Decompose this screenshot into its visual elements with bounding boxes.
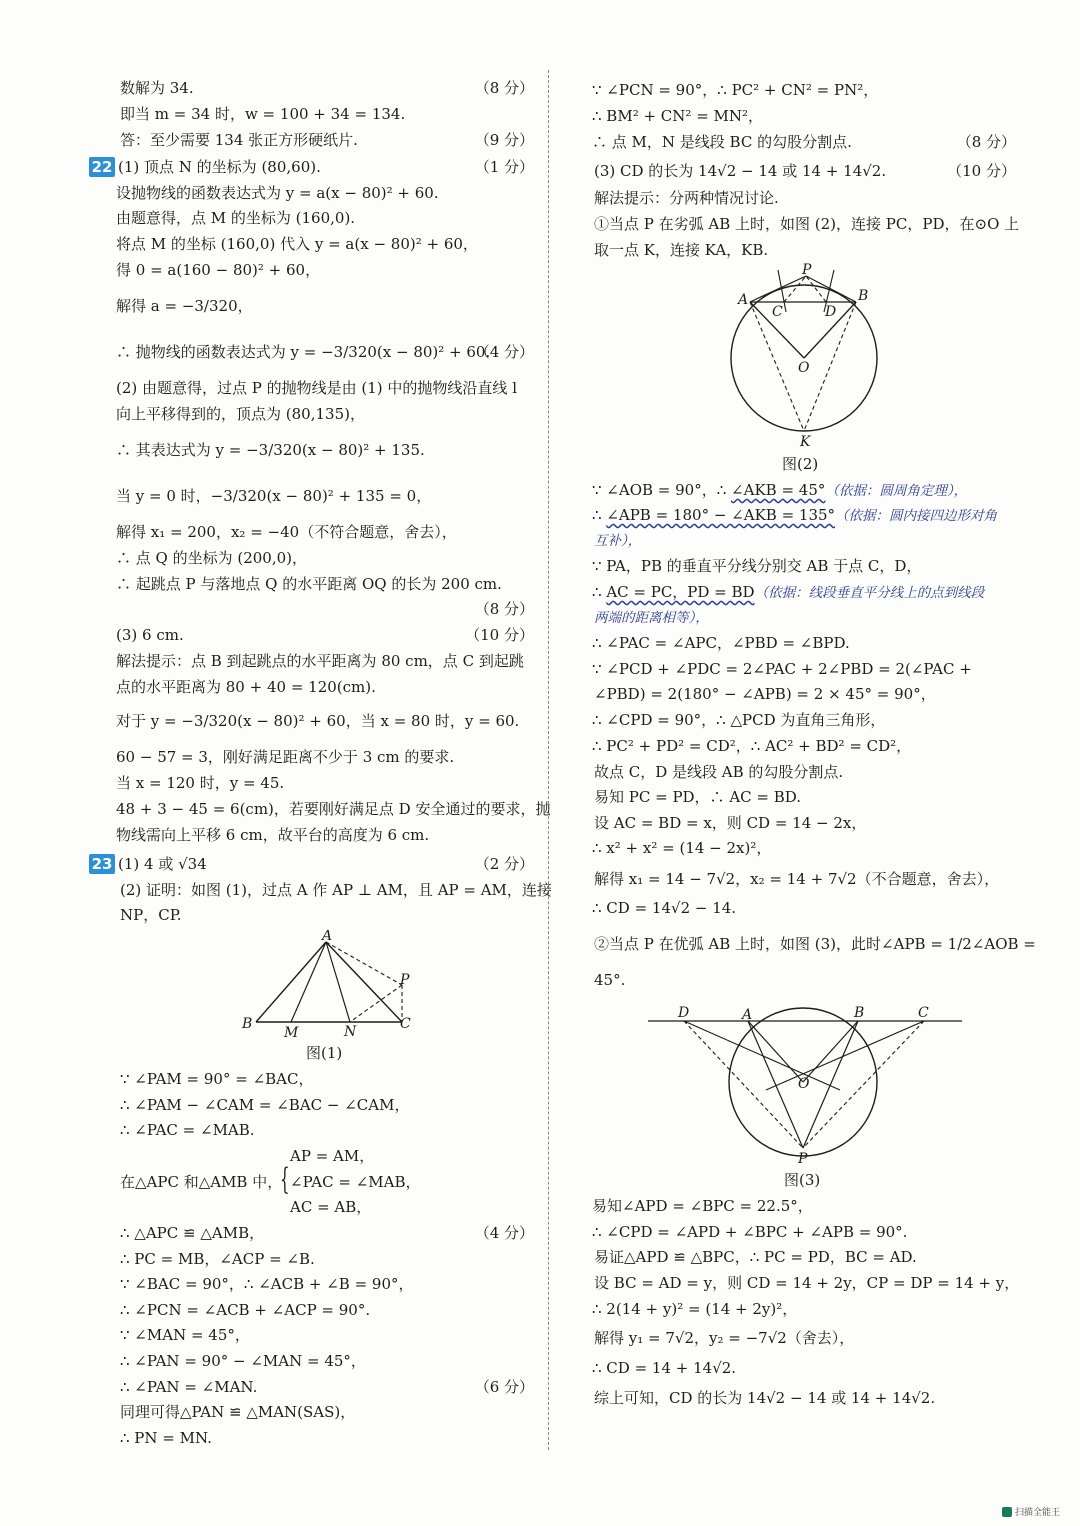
brace-symbol: { (280, 1162, 290, 1197)
text-line: ∴ ∠PAC = ∠MAB. (120, 1121, 255, 1139)
label-b: B (858, 288, 869, 304)
text-line: 设 AC = BD = x，则 CD = 14 − 2x， (594, 814, 867, 832)
annotation-note: 两端的距离相等）， (594, 610, 709, 626)
text-line: ∴ ∠PAC = ∠APC，∠PBD = ∠BPD. (592, 634, 850, 652)
label-p: P (400, 972, 410, 988)
question-number-badge: 22 (89, 157, 115, 177)
score-label: （1 分） (474, 158, 534, 176)
figure-3-caption: 图(3) (784, 1171, 821, 1189)
watermark-text: 扫描全能王 (1014, 1508, 1060, 1518)
scanner-app-icon (1002, 1507, 1012, 1517)
text-line: AP = AM， (290, 1147, 375, 1165)
text-line: 综上可知，CD 的长为 14√2 − 14 或 14 + 14√2. (594, 1389, 936, 1407)
score-label: （8 分） (474, 79, 534, 97)
text-line: ∴ ∠CPD = ∠APD + ∠BPC + ∠APB = 90°. (592, 1223, 908, 1241)
text-line: 设抛物线的函数表达式为 y = a(x − 80)² + 60. (116, 184, 439, 202)
label-a: A (738, 292, 749, 308)
text-line: ∠PBD) = 2(180° − ∠APB) = 2 × 45° = 90°， (594, 685, 936, 703)
text-line: ∴ 其表达式为 y = −3/320(x − 80)² + 135. (116, 441, 425, 459)
wavy-underlined-text: ∠AKB = 45° (731, 481, 826, 499)
text-line: ∴ ∠PAM − ∠CAM = ∠BAC − ∠CAM， (120, 1096, 410, 1114)
text-line: 在△APC 和△AMB 中， (120, 1173, 283, 1191)
text-line (592, 505, 997, 526)
text-line: ∠PAC = ∠MAB， (290, 1173, 421, 1191)
segment-dp-dashed (684, 1021, 803, 1148)
score-label: （10 分） (465, 626, 534, 644)
text-line: ∵ ∠BAC = 90°，∴ ∠ACB + ∠B = 90°， (120, 1275, 414, 1293)
text-line: 当 y = 0 时，−3/320(x − 80)² + 135 = 0， (116, 487, 432, 505)
score-label: （9 分） (474, 131, 534, 149)
text-line: 60 − 57 = 3，刚好满足距离不少于 3 cm 的要求. (116, 748, 455, 766)
text-line: 设 BC = AD = y，则 CD = 14 + 2y，CP = DP = 14 + y， (594, 1274, 1020, 1292)
segment-bp (806, 276, 856, 302)
text-line: (3) 6 cm. (116, 626, 184, 644)
text-line: ②当点 P 在优弧 AB 上时，如图 (3)，此时∠APB = 1/2∠AOB = (594, 935, 1036, 953)
score-label: （2 分） (474, 855, 534, 873)
text-line: 同理可得△PAN ≌ △MAN(SAS)， (120, 1403, 356, 1421)
text-line: 物线需向上平移 6 cm，故平台的高度为 6 cm. (116, 826, 430, 844)
text-line: 数解为 34. (120, 79, 194, 97)
text-run: ∵ ∠AOB = 90°，∴ (592, 481, 732, 499)
text-line: 解得 x₁ = 14 − 7√2，x₂ = 14 + 7√2（不合题意，舍去）， (594, 870, 1000, 888)
score-label: （10 分） (947, 162, 1016, 180)
text-line: 即当 m = 34 时，w = 100 + 34 = 134. (120, 105, 406, 123)
text-line: ①当点 P 在劣弧 AB 上时，如图 (2)，连接 PC，PD，在⊙O 上 (594, 215, 1020, 233)
text-line: 解得 a = −3/320， (116, 297, 253, 315)
perp-bisector-pa (684, 1021, 840, 1090)
label-k: K (800, 434, 811, 450)
wavy-underlined-text: AC = PC，PD = BD (606, 583, 755, 601)
segment-pc-dashed (784, 276, 806, 302)
text-line: AC = AB， (290, 1198, 372, 1216)
annotation-note: （依据：线段垂直平分线上的点到线段 (754, 585, 985, 601)
label-o: O (798, 360, 810, 376)
text-line: ∴ △APC ≌ △AMB， (120, 1224, 265, 1242)
figure-2-caption: 图(2) (782, 455, 819, 473)
annotation-note: （依据：圆内接四边形对角 (835, 508, 998, 524)
text-run: ∴ (592, 583, 607, 601)
segment-bk-dashed (804, 302, 856, 431)
label-b: B (854, 1005, 865, 1021)
text-line: 45°. (594, 971, 626, 989)
segment-bp (803, 1021, 858, 1148)
text-line: ∵ ∠PCD + ∠PDC = 2∠PAC + 2∠PBD = 2(∠PAC + (592, 660, 972, 678)
text-line: 取一点 K，连接 KA，KB. (594, 241, 769, 259)
text-line: ∵ ∠PAM = 90° = ∠BAC， (120, 1070, 314, 1088)
text-line: ∴ CD = 14 + 14√2. (592, 1359, 737, 1377)
text-line: ∵ ∠PCN = 90°，∴ PC² + CN² = PN²， (592, 81, 879, 99)
text-line: (3) CD 的长为 14√2 − 14 或 14 + 14√2. (594, 162, 887, 180)
label-c: C (400, 1016, 411, 1032)
text-line: ∴ ∠PAN = 90° − ∠MAN = 45°， (120, 1352, 366, 1370)
figure-2-diagram (726, 262, 886, 452)
text-line: 解得 x₁ = 200，x₂ = −40（不符合题意，舍去）， (116, 523, 457, 541)
text-line (592, 480, 967, 501)
text-line: ∴ PN = MN. (120, 1429, 212, 1447)
text-line: 解法提示：分两种情况讨论. (594, 189, 779, 207)
text-line: ∴ 抛物线的函数表达式为 y = −3/320(x − 80)² + 60. (116, 343, 491, 361)
figure-3-diagram (644, 1000, 964, 1168)
text-line: 易证△APD ≌ △BPC，∴ PC = PD，BC = AD. (594, 1248, 917, 1266)
text-line: ∴ 2(14 + y)² = (14 + 2y)²， (592, 1300, 798, 1318)
text-run: ∴ (592, 506, 607, 524)
segment-pn-dashed (350, 985, 402, 1022)
text-line: NP，CP. (120, 906, 182, 924)
label-c: C (772, 304, 783, 320)
text-line: 解得 y₁ = 7√2，y₂ = −7√2（舍去）， (594, 1329, 855, 1347)
label-b: B (242, 1016, 253, 1032)
text-line (592, 582, 984, 603)
text-line: ∴ CD = 14√2 − 14. (592, 899, 737, 917)
text-line: 由题意得，点 M 的坐标为 (160,0). (116, 209, 356, 227)
score-label: （4 分） (474, 343, 534, 361)
segment-ao (748, 1021, 803, 1082)
label-p: P (798, 1151, 808, 1167)
score-label: （4 分） (474, 1224, 534, 1242)
text-line: (1) 顶点 N 的坐标为 (80,60). (118, 158, 321, 176)
segment-ak-dashed (750, 302, 804, 431)
text-line: 将点 M 的坐标 (160,0) 代入 y = a(x − 80)² + 60， (116, 235, 478, 253)
text-line: ∵ PA，PB 的垂直平分线分别交 AB 于点 C，D， (592, 557, 922, 575)
scanner-watermark (1002, 1505, 1060, 1518)
score-label: （8 分） (956, 133, 1016, 151)
text-line: 易知∠APD = ∠BPC = 22.5°， (592, 1197, 813, 1215)
wavy-underlined-text: ∠APB = 180° − ∠AKB = 135° (606, 506, 836, 524)
text-line: (1) 4 或 √34 (118, 855, 207, 873)
annotation-note: 互补）， (594, 533, 642, 549)
text-line: ∴ ∠PAN = ∠MAN. (120, 1378, 258, 1396)
segment-pd-dashed (806, 276, 826, 302)
perp-bisector-pb (766, 1021, 924, 1090)
text-line: ∴ PC² + PD² = CD²，∴ AC² + BD² = CD²， (592, 737, 912, 755)
label-p: P (802, 262, 812, 278)
text-line: 48 + 3 − 45 = 6(cm)，若要刚好满足点 D 安全通过的要求，抛 (116, 800, 551, 818)
text-line: ∴ 点 M，N 是线段 BC 的勾股分割点. (592, 133, 852, 151)
text-line: ∴ PC = MB，∠ACP = ∠B. (120, 1250, 315, 1268)
column-divider (548, 70, 549, 1450)
text-line: 故点 C，D 是线段 AB 的勾股分割点. (594, 763, 844, 781)
figure-1-caption: 图(1) (306, 1044, 343, 1062)
segment-bo (803, 1021, 858, 1082)
label-a: A (322, 930, 333, 944)
label-a: A (742, 1007, 753, 1023)
text-line: 当 x = 120 时，y = 45. (116, 774, 285, 792)
text-line: 对于 y = −3/320(x − 80)² + 60，当 x = 80 时，y = 60. (116, 712, 520, 730)
text-line: 点的水平距离为 80 + 40 = 120(cm). (116, 678, 376, 696)
label-n: N (344, 1024, 357, 1040)
text-line: 向上平移得到的，顶点为 (80,135)， (116, 405, 365, 423)
score-label: （6 分） (474, 1378, 534, 1396)
text-line: (2) 证明：如图 (1)，过点 A 作 AP ⊥ AM，且 AP = AM，连接 (120, 881, 552, 899)
text-line: 答：至少需要 134 张正方形硬纸片. (120, 131, 358, 149)
text-line: ∴ x² + x² = (14 − 2x)²， (592, 839, 772, 857)
text-line: ∴ ∠PCN = ∠ACB + ∠ACP = 90°. (120, 1301, 371, 1319)
label-m: M (284, 1025, 299, 1041)
text-line: 易知 PC = PD，∴ AC = BD. (594, 788, 802, 806)
segment-ab (256, 942, 326, 1022)
text-line: ∴ ∠CPD = 90°，∴ △PCD 为直角三角形， (592, 711, 886, 729)
text-line: 得 0 = a(160 − 80)² + 60， (116, 261, 321, 279)
question-number-badge: 23 (89, 854, 115, 874)
text-line: (2) 由题意得，过点 P 的抛物线是由 (1) 中的抛物线沿直线 l (116, 379, 517, 397)
segment-am (291, 942, 326, 1022)
label-d: D (678, 1005, 690, 1021)
label-o: O (798, 1076, 810, 1092)
text-line: ∵ ∠MAN = 45°， (120, 1326, 250, 1344)
figure-1-diagram (236, 930, 426, 1042)
text-line: ∴ BM² + CN² = MN²， (592, 107, 764, 125)
annotation-note: （依据：圆周角定理）， (825, 483, 968, 499)
segment-ap (748, 1021, 803, 1148)
label-c: C (918, 1005, 929, 1021)
text-line: ∴ 点 Q 的坐标为 (200,0)， (116, 549, 308, 567)
segment-ap (750, 276, 806, 302)
text-line: 解法提示：点 B 到起跳点的水平距离为 80 cm，点 C 到起跳 (116, 652, 524, 670)
score-label: （8 分） (474, 600, 534, 618)
label-d: D (825, 304, 837, 320)
text-line: ∴ 起跳点 P 与落地点 Q 的水平距离 OQ 的长为 200 cm. (116, 575, 502, 593)
